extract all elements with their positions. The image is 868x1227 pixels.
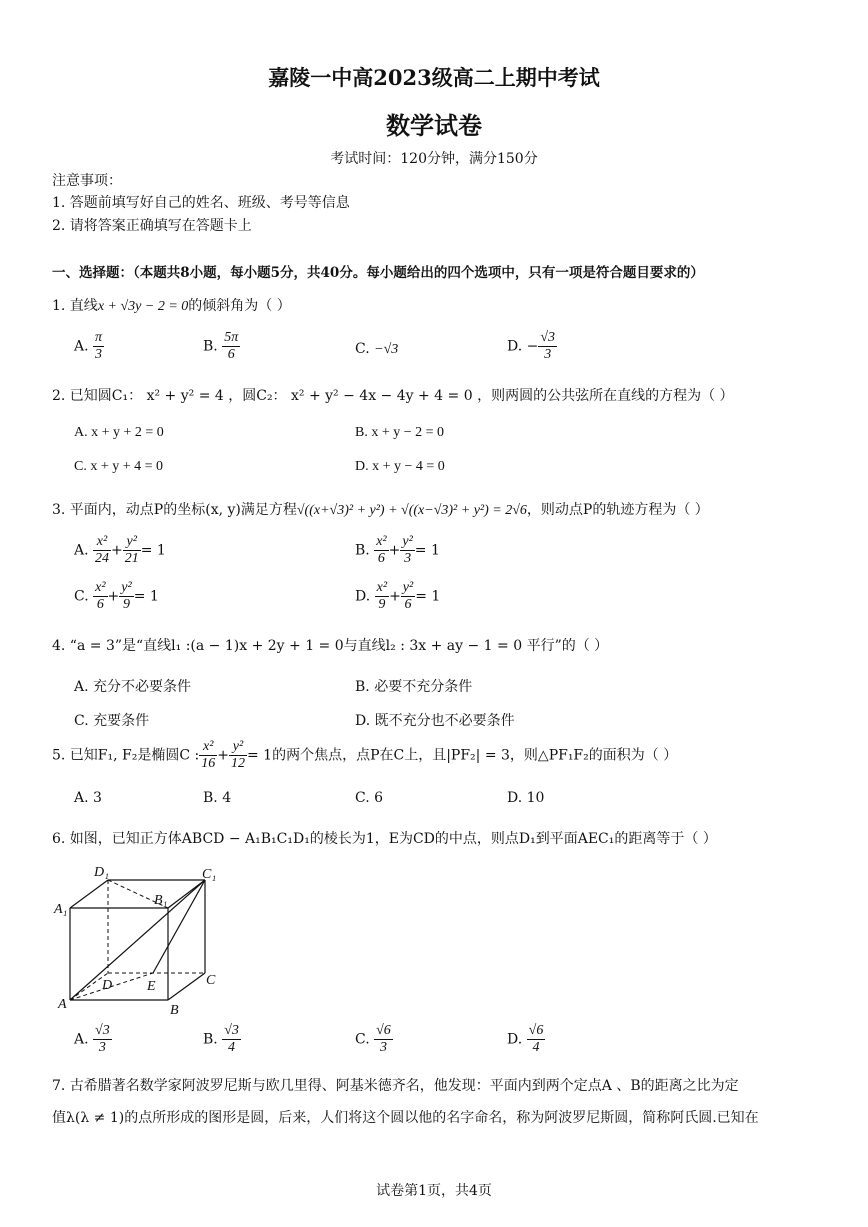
question-2-option-b: B. x + y − 2 = 0 [355, 425, 445, 440]
minus-sign: − [526, 338, 539, 355]
fraction [119, 580, 133, 613]
fraction [93, 330, 104, 363]
numerator: y² [123, 534, 141, 551]
label-d1: D₁ [94, 865, 109, 880]
numerator: x² [93, 534, 111, 551]
fraction [123, 534, 141, 567]
question-7-line-2: 值λ(λ ≠ 1)的点所形成的图形是圆，后来，人们将这个圆以他的名字命名，称为阿波罗尼斯圆，简称阿氏圆.已知在 [52, 1110, 759, 1126]
question-7-line-1: 7. 古希腊著名数学家阿波罗尼斯与欧几里得、阿基米德齐名，他发现：平面内到两个定点A 、B的距离之比为定 [52, 1078, 739, 1094]
equals-one: = 1 [133, 588, 159, 605]
fraction [538, 330, 557, 363]
question-4-option-a: A. 充分不必要条件 [74, 679, 192, 695]
denominator: 6 [96, 597, 104, 612]
question-1-option-d [507, 330, 557, 363]
exam-subtitle: 数学试卷 [386, 111, 482, 140]
question-3-option-d: D. $\frac{\text{x²}}{9}$ + $\frac{\text{y²}}{6}$ = 1 [355, 580, 441, 612]
numerator: y² [121, 580, 132, 595]
numerator: √6 [376, 1023, 391, 1038]
question-4-option-b: B. 必要不充分条件 [355, 679, 473, 695]
question-2-option-d: D. x + y − 4 = 0 [355, 459, 445, 474]
equals-one: = 1 [415, 588, 441, 605]
question-6-option-b [203, 1023, 241, 1056]
question-6-option-c [355, 1023, 393, 1056]
question-4-option-c: C. 充要条件 [74, 713, 150, 729]
denominator: 9 [378, 597, 386, 612]
numerator: x² [376, 534, 387, 549]
label-e: E [147, 979, 156, 994]
denominator: 21 [124, 551, 139, 566]
numerator: π [95, 330, 103, 345]
question-1-equation: x + √3y − 2 = 0 [97, 299, 189, 314]
numerator: √3 [224, 1023, 239, 1038]
question-2-stem: 2. 已知圆C₁： x² + y² = 4 ，圆C₂： x² + y² − 4x − 4y + 4 = 0 ，则两圆的公共弦所在直线的方程为（ ） [52, 388, 734, 404]
equals-one: = 1 [140, 542, 166, 559]
fraction [400, 534, 414, 567]
fraction [375, 580, 389, 613]
denominator: 16 [201, 756, 216, 771]
exam-info: 考试时间：120分钟，满分150分 [330, 151, 538, 167]
cube-figure [50, 858, 230, 1018]
option-label: A. [74, 338, 89, 355]
numerator: x² [376, 580, 388, 595]
denominator: 6 [404, 597, 412, 612]
question-1-option-c [355, 341, 398, 358]
label-c: C [206, 973, 216, 988]
denominator: 4 [532, 1040, 540, 1055]
denominator: 4 [228, 1040, 236, 1055]
label-a: A [58, 997, 67, 1012]
question-3-stem-post: ，则动点P的轨迹方程为（ ） [526, 502, 709, 518]
question-4-option-d: D. 既不充分也不必要条件 [355, 713, 515, 729]
question-3-option-b: B. $\frac{\text{x²}}{6}$ + $\frac{\text{y²}}{3}$ = 1 [355, 534, 440, 566]
label-b1: B₁ [154, 893, 168, 908]
denominator: 24 [95, 551, 110, 566]
numerator: y² [229, 739, 247, 756]
question-6-option-d [507, 1023, 545, 1056]
denominator: 6 [377, 551, 385, 566]
question-5-stem-post: = 1的两个焦点，点P在C上，且|PF₂| = 3，则△PF₁F₂的面积为（ ） [246, 747, 678, 764]
question-6-option-a [74, 1023, 112, 1056]
question-2-option-a: A. x + y + 2 = 0 [74, 425, 164, 440]
denominator: 3 [404, 551, 412, 566]
question-5-option-b: B. 4 [203, 790, 232, 806]
denominator: 6 [227, 347, 235, 362]
option-label: B. [355, 542, 370, 559]
notes-heading: 注意事项： [52, 173, 122, 189]
option-label: A. [74, 1031, 89, 1048]
question-5-option-d: D. 10 [507, 790, 545, 806]
numerator: √3 [95, 1023, 110, 1038]
edge-a1-d1 [70, 880, 108, 908]
option-label: D. [507, 1031, 523, 1048]
fraction [374, 1023, 393, 1056]
edge-b-c [168, 973, 205, 1000]
option-label: D. [355, 588, 371, 605]
fraction [222, 1023, 241, 1056]
question-5-stem: 5. 已知F₁, F₂是椭圆C : $\frac{\text{x²}}{16}$ + $\frac{\text{y²}}{12}$ = 1的两个焦点，点P在C上，且|PF₂| = 3，则△PF₁F₂的面积为（ ） [52, 739, 678, 771]
question-1-stem [52, 295, 291, 315]
option-label: B. [203, 338, 218, 355]
question-2-option-c: C. x + y + 4 = 0 [74, 459, 164, 474]
question-5-option-a: A. 3 [74, 790, 102, 806]
fraction [199, 739, 217, 772]
option-label: C. [355, 341, 370, 357]
numerator: x² [95, 580, 106, 595]
label-d: D [102, 978, 113, 993]
numerator: 5π [224, 330, 239, 345]
numerator: √3 [540, 330, 556, 345]
page-footer: 试卷第1页，共4页 [376, 1183, 492, 1199]
label-a1: A₁ [54, 902, 68, 917]
fraction [93, 534, 111, 567]
fraction [401, 580, 415, 613]
option-value: −√3 [374, 342, 399, 357]
question-1-option-a [74, 330, 104, 363]
question-3-stem-pre: 3. 平面内，动点P的坐标(x, y)满足方程 [52, 502, 297, 518]
question-5-stem-pre: 5. 已知F₁, F₂是椭圆C : [52, 747, 200, 764]
denominator: 3 [379, 1040, 387, 1055]
denominator: 12 [230, 756, 245, 771]
fraction [527, 1023, 546, 1056]
question-3-stem [52, 499, 709, 519]
fraction [374, 534, 388, 567]
numerator: x² [199, 739, 217, 756]
numerator: y² [402, 534, 413, 549]
option-label: C. [355, 1031, 370, 1048]
question-3-option-a: A. $\frac{\text{x²}}{24}$ + $\frac{\text{y²}}{21}$ = 1 [74, 534, 166, 566]
question-3-option-c: C. $\frac{\text{x²}}{6}$ + $\frac{\text{y²}}{9}$ = 1 [74, 580, 159, 612]
fraction [93, 1023, 112, 1056]
denominator: 3 [95, 347, 103, 362]
question-4-stem: 4. “a = 3”是“直线l₁ :(a − 1)x + 2y + 1 = 0与直线l₂ : 3x + ay − 1 = 0 平行”的（ ） [52, 638, 609, 654]
question-3-equation: √((x+√3)² + y²) + √((x−√3)² + y²) = 2√6 [296, 503, 527, 518]
fraction [229, 739, 247, 772]
label-c1: C₁ [202, 867, 217, 882]
segment-a-c1 [70, 880, 205, 1000]
question-5-option-c: C. 6 [355, 790, 384, 806]
equals-one: = 1 [414, 542, 440, 559]
question-1-stem-pre: 1. 直线 [52, 298, 98, 314]
fraction [222, 330, 240, 363]
option-label: C. [74, 588, 89, 605]
numerator: √6 [528, 1023, 544, 1038]
notes-item: 2. 请将答案正确填写在答题卡上 [52, 218, 252, 234]
option-label: A. [74, 542, 89, 559]
notes-item: 1. 答题前填写好自己的姓名、班级、考号等信息 [52, 195, 350, 211]
question-1-stem-post: 的倾斜角为（ ） [188, 298, 291, 314]
question-1-option-b [203, 330, 240, 363]
denominator: 3 [544, 347, 552, 362]
fraction [93, 580, 107, 613]
label-b: B [170, 1003, 179, 1018]
denominator: 3 [98, 1040, 106, 1055]
section-heading: 一、选择题：（本题共8小题，每小题5分，共40分。每小题给出的四个选项中，只有一项是符合题目要求的） [52, 265, 704, 281]
exam-title: 嘉陵一中高2023级高二上期中考试 [268, 65, 600, 90]
option-label: B. [203, 1031, 218, 1048]
denominator: 9 [122, 597, 130, 612]
option-label: D. [507, 338, 523, 355]
question-6-stem: 6. 如图，已知正方体ABCD − A₁B₁C₁D₁的棱长为1，E为CD的中点，则点D₁到平面AEC₁的距离等于（ ） [52, 831, 717, 847]
numerator: y² [402, 580, 414, 595]
